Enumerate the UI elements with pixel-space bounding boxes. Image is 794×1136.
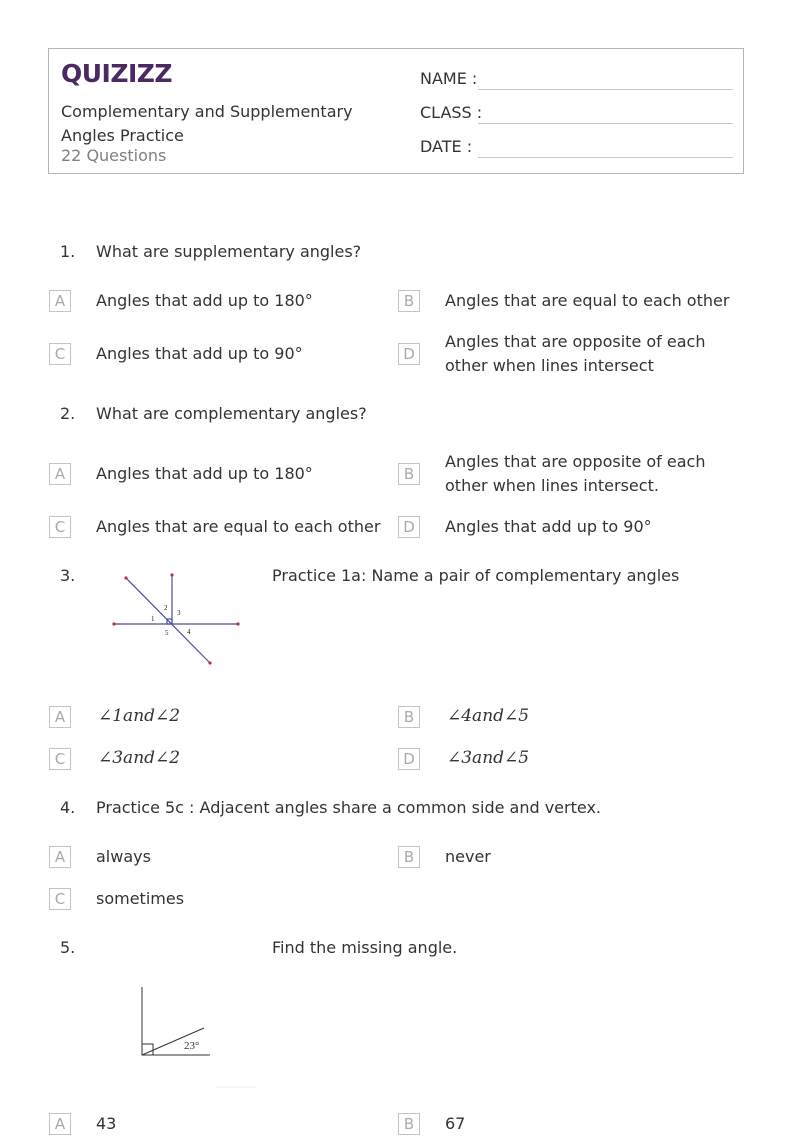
- worksheet-header: [48, 48, 744, 174]
- option-text: sometimes: [96, 889, 185, 908]
- option-text: 43: [96, 1114, 117, 1133]
- option-text: ∠3and∠5: [447, 748, 530, 768]
- quizizz-logo: QUIZIZZ: [61, 59, 173, 88]
- option-text: Angles that are equal to each other: [445, 291, 730, 310]
- name-label: NAME :: [420, 69, 478, 88]
- question-text: Find the missing angle.: [272, 938, 458, 957]
- option-letter-box[interactable]: B: [398, 1113, 420, 1135]
- question-text: Practice 5c : Adjacent angles share a common side and vertex.: [96, 798, 601, 817]
- option-text: Angles that are opposite of each other when lines intersect.: [445, 452, 706, 495]
- question-number: 2.: [60, 404, 76, 423]
- option-text: Angles that add up to 90°: [96, 344, 303, 363]
- question-text: What are supplementary angles?: [96, 242, 362, 261]
- option-text: ∠4and∠5: [447, 706, 530, 726]
- diagonal-line: [126, 578, 210, 663]
- question-number: 3.: [60, 566, 76, 585]
- angle-label-4: 4: [187, 628, 191, 636]
- angle-label-23: 23°: [184, 1040, 200, 1052]
- angle-label-2: 2: [164, 604, 168, 612]
- option-text: always: [96, 847, 151, 866]
- option-text: Angles that add up to 90°: [445, 517, 652, 536]
- worksheet-title: Complementary and Supplementary Angles Practice: [61, 102, 353, 145]
- option-letter-box[interactable]: D: [398, 748, 420, 770]
- option-letter-box[interactable]: A: [49, 290, 71, 312]
- intersecting-lines-figure: [108, 570, 244, 670]
- option-text: Angles that add up to 180°: [96, 464, 313, 483]
- question-count: 22 Questions: [61, 146, 167, 165]
- angle-label-1: 1: [151, 615, 155, 623]
- class-label: CLASS :: [420, 103, 483, 122]
- option-text: never: [445, 847, 491, 866]
- class-field[interactable]: [478, 123, 733, 124]
- option-letter-box[interactable]: C: [49, 888, 71, 910]
- option-letter-box[interactable]: A: [49, 463, 71, 485]
- option-letter-box[interactable]: D: [398, 516, 420, 538]
- option-text: ∠3and∠2: [98, 748, 181, 768]
- date-field[interactable]: [478, 157, 733, 158]
- option-letter-box[interactable]: B: [398, 846, 420, 868]
- question-number: 4.: [60, 798, 76, 817]
- right-angle-figure: [130, 982, 260, 1090]
- option-text: Angles that are opposite of each other when lines intersect: [445, 332, 706, 375]
- option-text: Angles that are equal to each other: [96, 517, 381, 536]
- question-number: 5.: [60, 938, 76, 957]
- option-text: 67: [445, 1114, 466, 1133]
- question-number: 1.: [60, 242, 76, 261]
- option-letter-box[interactable]: C: [49, 516, 71, 538]
- option-text: ∠1and∠2: [98, 706, 181, 726]
- option-letter-box[interactable]: A: [49, 706, 71, 728]
- option-letter-box[interactable]: A: [49, 1113, 71, 1135]
- angle-label-5: 5: [165, 629, 169, 637]
- question-text: Practice 1a: Name a pair of complementary angles: [272, 566, 680, 585]
- option-letter-box[interactable]: B: [398, 290, 420, 312]
- option-letter-box[interactable]: A: [49, 846, 71, 868]
- angle-label-3: 3: [177, 609, 181, 617]
- name-field[interactable]: [478, 89, 733, 90]
- option-letter-box[interactable]: D: [398, 343, 420, 365]
- option-letter-box[interactable]: B: [398, 706, 420, 728]
- date-label: DATE :: [420, 137, 473, 156]
- option-letter-box[interactable]: C: [49, 343, 71, 365]
- option-letter-box[interactable]: C: [49, 748, 71, 770]
- option-letter-box[interactable]: B: [398, 463, 420, 485]
- question-text: What are complementary angles?: [96, 404, 367, 423]
- option-text: Angles that add up to 180°: [96, 291, 313, 310]
